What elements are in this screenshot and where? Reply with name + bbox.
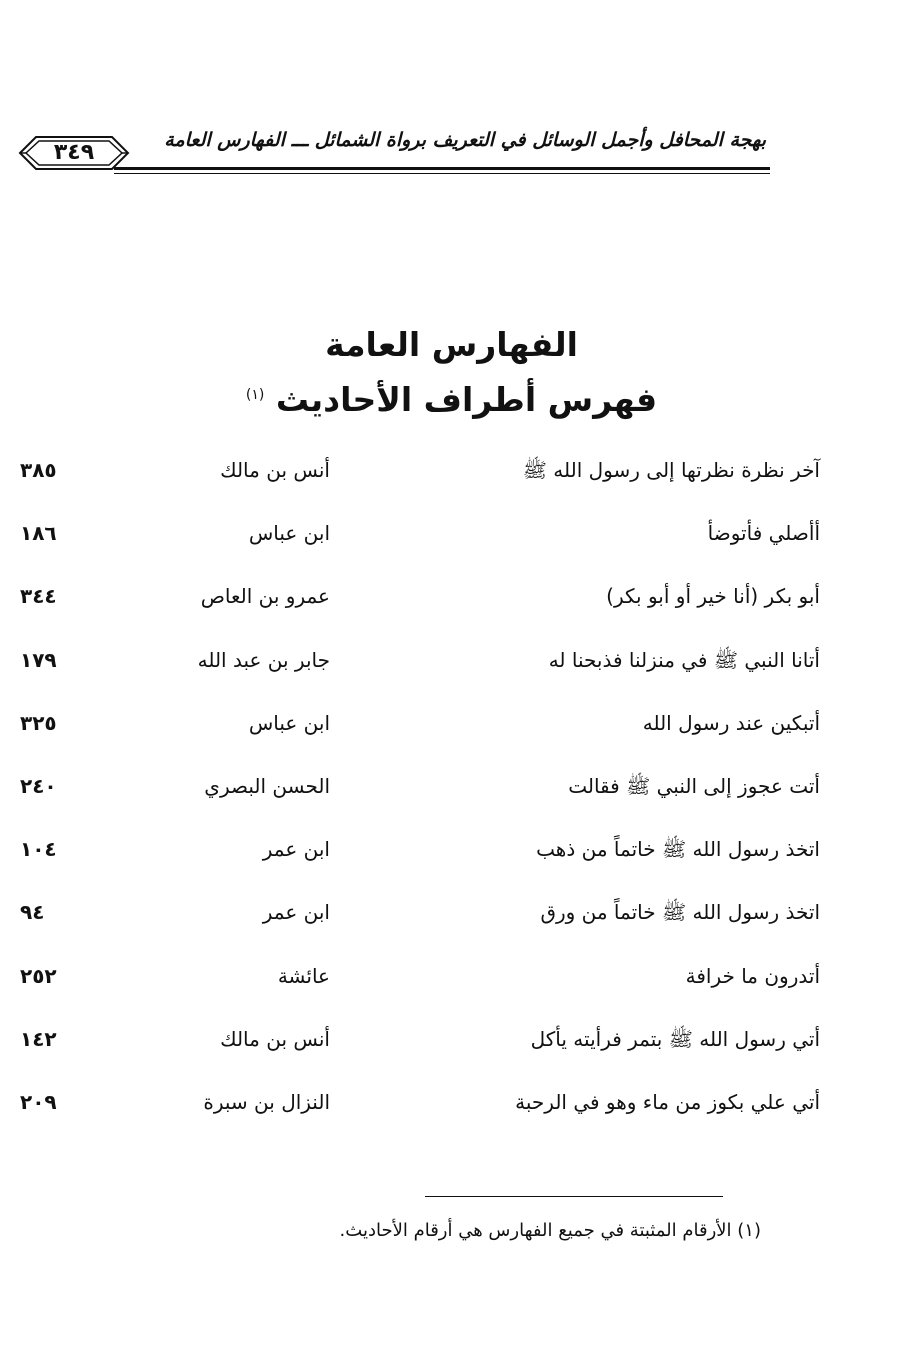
hadith-number: ٣٨٥ [20, 458, 57, 482]
hadith-incipit: آخر نظرة نظرتها إلى رسول الله ﷺ [522, 458, 820, 482]
footnote-separator [425, 1196, 723, 1197]
index-row [20, 827, 820, 890]
hadith-incipit: أأصلي فأتوضأ [707, 521, 820, 546]
hadith-number: ٩٤ [20, 900, 45, 925]
index-row [20, 1080, 820, 1143]
hadith-number: ٢٤٠ [20, 773, 57, 798]
page-header [18, 125, 770, 177]
hadith-incipit: أتي رسول الله ﷺ بتمر فرأيته يأكل [530, 1026, 820, 1051]
narrator-name: أنس بن مالك [220, 458, 330, 482]
index-row [20, 574, 820, 637]
hadith-number: ٢٥٢ [20, 963, 57, 988]
hadith-number: ١٤٢ [20, 1026, 57, 1051]
footnote-marker: (١) [245, 387, 265, 403]
index-row [20, 954, 820, 1017]
narrator-name: ابن عمر [262, 837, 330, 862]
narrator-name: عمرو بن العاص [200, 584, 330, 609]
sub-title [0, 372, 903, 423]
hadith-incipit: أبو بكر (أنا خير أو أبو بكر) [606, 584, 820, 609]
hadith-index-list [20, 448, 820, 1143]
hadith-incipit: أتدرون ما خرافة [685, 963, 820, 988]
hadith-number: ١٧٩ [20, 647, 57, 672]
hadith-number: ١٨٦ [20, 521, 57, 546]
index-row [20, 511, 820, 574]
hadith-incipit: أتبكين عند رسول الله [642, 710, 820, 735]
narrator-name: ابن عباس [248, 710, 330, 735]
header-rule-thin [114, 173, 770, 174]
main-title: الفهارس العامة [325, 325, 578, 364]
index-row [20, 701, 820, 764]
header-rule-thick [114, 167, 770, 170]
narrator-name: ابن عمر [262, 900, 330, 925]
footnote: (١) الأرقام المثبتة في جميع الفهارس هي أرقام الأحاديث. [339, 1220, 761, 1241]
hadith-incipit: اتخذ رسول الله ﷺ خاتماً من ذهب [536, 837, 820, 862]
hadith-number: ٣٤٤ [20, 584, 57, 609]
index-row [20, 764, 820, 827]
index-row [20, 890, 820, 953]
index-row [20, 638, 820, 701]
index-row [20, 448, 820, 511]
index-row [20, 1017, 820, 1080]
sub-title-text: فهرس أطراف الأحاديث [275, 380, 658, 419]
narrator-name: الحسن البصري [204, 773, 330, 798]
title-block [0, 322, 903, 423]
page-number: ٣٤٩ [53, 140, 95, 165]
hadith-number: ١٠٤ [20, 837, 57, 862]
narrator-name: عائشة [277, 963, 330, 988]
hadith-incipit: اتخذ رسول الله ﷺ خاتماً من ورق [540, 900, 820, 925]
narrator-name: جابر بن عبد الله [197, 647, 330, 672]
running-title: بهجة المحافل وأجمل الوسائل في التعريف برواة الشمائل ـــ الفهارس العامة [164, 129, 766, 151]
hadith-incipit: أتت عجوز إلى النبي ﷺ فقالت [568, 773, 820, 798]
narrator-name: أنس بن مالك [220, 1026, 330, 1051]
hadith-number: ٣٢٥ [20, 710, 57, 735]
narrator-name: ابن عباس [248, 521, 330, 546]
hadith-incipit: أتي علي بكوز من ماء وهو في الرحبة [515, 1089, 820, 1114]
narrator-name: النزال بن سبرة [203, 1089, 330, 1114]
hadith-number: ٢٠٩ [20, 1089, 57, 1114]
hadith-incipit: أتانا النبي ﷺ في منزلنا فذبحنا له [548, 647, 820, 672]
